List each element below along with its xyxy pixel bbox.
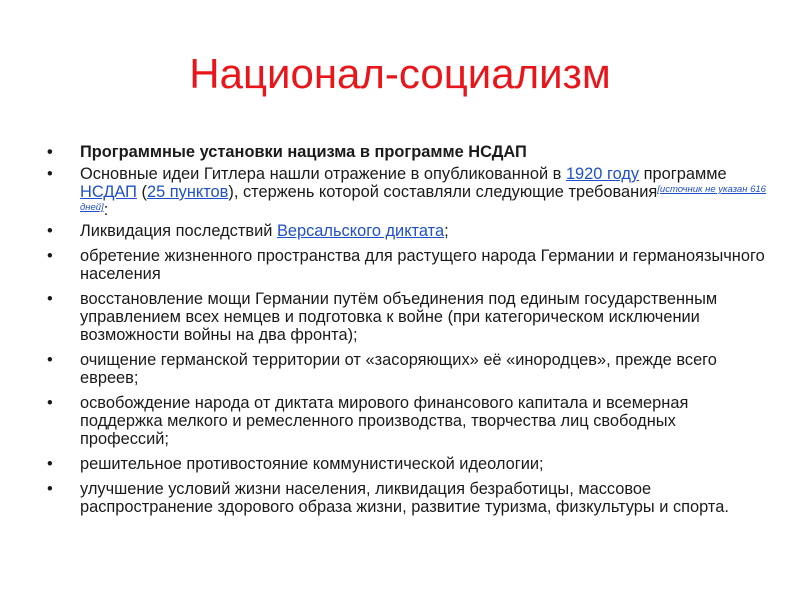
item-text: Программные установки нацизма в программе НСДАП: [80, 143, 527, 161]
list-item: [47, 247, 767, 283]
link-versailles[interactable]: Версальского диктата: [276, 222, 445, 240]
item-text: ), стержень которой составляли следующие требования: [228, 183, 658, 201]
list-item: [47, 290, 767, 344]
link-25-points[interactable]: 25 пунктов: [146, 183, 229, 201]
bullet-icon: •: [47, 143, 53, 161]
bullet-icon: •: [47, 222, 53, 240]
bullet-icon: •: [47, 247, 53, 265]
list-item: [47, 351, 767, 387]
bullet-list: [47, 143, 767, 516]
list-item: [47, 394, 767, 448]
bullet-icon: •: [47, 394, 53, 412]
item-text: программе: [639, 165, 727, 183]
list-item: [47, 165, 767, 219]
item-text: решительное противостояние коммунистической идеологии;: [80, 455, 544, 473]
bullet-icon: •: [47, 290, 53, 308]
item-text: освобождение народа от диктата мирового финансового капитала и всемерная поддержка мелкого и ремесленного производства, творчества лиц свободных профессий;: [80, 394, 689, 448]
bullet-icon: •: [47, 455, 53, 473]
bullet-icon: •: [47, 351, 53, 369]
item-text: ;: [444, 222, 449, 240]
list-item: [47, 480, 767, 516]
item-text: очищение германской территории от «засоряющих» её «инородцев», прежде всего евреев;: [80, 351, 717, 387]
link-nsdap[interactable]: НСДАП: [80, 183, 137, 201]
link-1920[interactable]: 1920 году: [565, 165, 640, 183]
list-item: [47, 143, 767, 161]
item-text: восстановление мощи Германии путём объединения под единым государственным управлением всех немцев и подготовка к войне (при категорическом исключении возможности войны на два фронта);: [80, 290, 718, 344]
item-text: (: [136, 183, 147, 201]
item-text: Ликвидация последствий: [80, 222, 277, 240]
slide-title: Национал-социализм: [189, 50, 611, 97]
item-text: обретение жизненного пространства для растущего народа Германии и германоязычного населения: [80, 247, 765, 283]
list-item: [47, 222, 767, 240]
bullet-icon: •: [47, 165, 53, 183]
item-text: улучшение условий жизни населения, ликвидация безработицы, массовое распространение здорового образа жизни, развитие туризма, физкультуры и спорта.: [80, 480, 729, 516]
list-item: [47, 455, 767, 473]
bullet-icon: •: [47, 480, 53, 498]
item-text: :: [103, 201, 109, 219]
item-text: Основные идеи Гитлера нашли отражение в опубликованной в: [80, 165, 566, 183]
citation-needed-note[interactable]: [источник не указан 616 дней]: [80, 184, 766, 213]
